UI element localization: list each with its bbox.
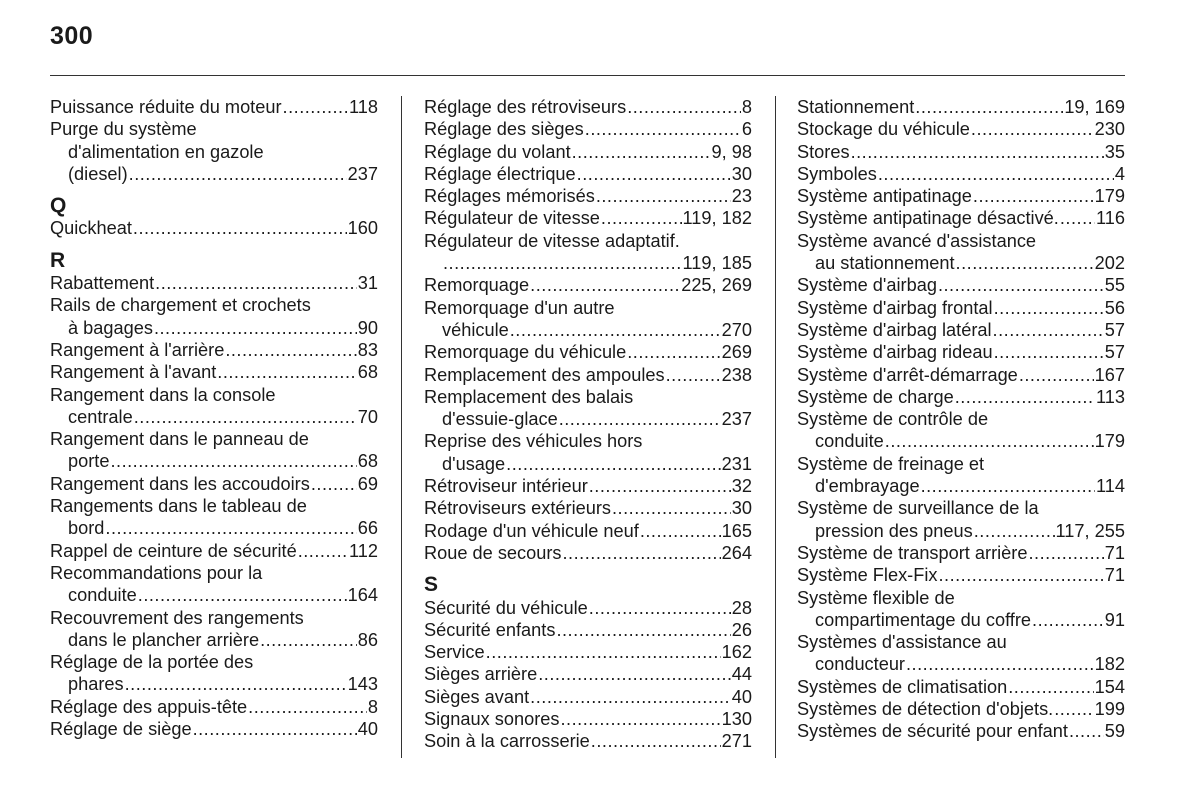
index-entry	[797, 475, 1125, 497]
page-ref: 71	[1104, 565, 1125, 586]
page-ref: 230	[1094, 119, 1125, 140]
index-entry	[797, 341, 1125, 363]
section-letter: R	[50, 248, 66, 272]
entry-text: bord	[68, 518, 105, 539]
entry-text: Système d'airbag rideau	[797, 342, 993, 363]
index-column-3	[797, 96, 1125, 743]
entry-text: Puissance réduite du moteur	[50, 97, 282, 117]
index-entry	[424, 430, 752, 452]
page-ref: 130	[721, 709, 752, 730]
page-ref: 4	[1114, 163, 1125, 184]
entry-text: Remorquage du véhicule	[424, 342, 627, 363]
entry-text: phares	[68, 674, 124, 695]
index-entry	[50, 607, 378, 629]
page-ref: 6	[741, 119, 752, 140]
entry-text: Système flexible de	[797, 587, 955, 608]
index-entry	[50, 118, 378, 140]
index-entry	[797, 96, 1125, 118]
entry-text: Système de transport arrière	[797, 542, 1028, 563]
index-entry	[424, 453, 752, 475]
entry-text: Rangement dans la console	[50, 384, 276, 405]
entry-text: Rétroviseurs extérieurs	[424, 498, 611, 519]
index-entry	[797, 118, 1125, 140]
page-ref: 143	[347, 674, 378, 695]
index-entry	[424, 386, 752, 408]
entry-text: Réglage de la portée des	[50, 652, 254, 673]
page-ref: 167	[1094, 364, 1125, 385]
page-ref: 70	[357, 406, 378, 427]
entry-text: Service	[424, 642, 485, 663]
entry-text: Signaux sonores	[424, 709, 560, 730]
page-ref: 30	[731, 163, 752, 184]
page-ref: 202	[1094, 253, 1125, 274]
entry-text: Système de surveillance de la	[797, 498, 1039, 519]
page-ref: 83	[357, 339, 378, 360]
index-entry	[797, 319, 1125, 341]
page-ref: 119, 182	[682, 208, 752, 229]
entry-text: au stationnement	[815, 253, 955, 274]
entry-text: Remplacement des balais	[424, 386, 634, 407]
page-ref: 69	[357, 473, 378, 494]
index-entry	[424, 252, 752, 274]
page-ref: 71	[1104, 542, 1125, 563]
index-entry	[424, 663, 752, 685]
entry-text: Rappel de ceinture de sécurité	[50, 540, 297, 561]
page-ref: 182	[1094, 654, 1125, 675]
entry-text: Système antipatinage désactivé.	[797, 208, 1059, 229]
index-entry	[424, 96, 752, 118]
page-ref: 269	[721, 342, 752, 363]
page-ref: 68	[357, 362, 378, 383]
index-entry	[797, 230, 1125, 252]
page-ref: 199	[1094, 699, 1125, 720]
index-entry	[50, 317, 378, 339]
index-entry	[797, 386, 1125, 408]
index-entry	[50, 272, 378, 294]
entry-text: (diesel)	[68, 163, 128, 184]
entry-text: Reprise des véhicules hors	[424, 431, 643, 452]
page-ref: 164	[347, 585, 378, 606]
index-entry	[424, 730, 752, 752]
index-entry	[50, 339, 378, 361]
page-ref: 225, 269	[681, 275, 752, 296]
entry-text: Système Flex-Fix	[797, 565, 938, 586]
entry-text: Réglage électrique	[424, 163, 576, 184]
index-entry	[797, 564, 1125, 586]
page-ref: 238	[721, 364, 752, 385]
index-entry	[424, 341, 752, 363]
entry-text: d'embrayage	[815, 476, 920, 497]
page-ref: 91	[1104, 609, 1125, 630]
entry-text: centrale	[68, 406, 133, 427]
entry-text: Rails de chargement et crochets	[50, 295, 311, 316]
page-ref: 59	[1104, 721, 1125, 742]
index-entry	[424, 274, 752, 296]
entry-text: Remorquage d'un autre	[424, 297, 615, 318]
index-entry	[797, 297, 1125, 319]
index-entry	[797, 520, 1125, 542]
index-entry	[797, 453, 1125, 475]
index-entry	[797, 364, 1125, 386]
entry-text: Système de contrôle de	[797, 409, 989, 430]
entry-text: Sièges avant	[424, 686, 530, 707]
index-entry	[424, 118, 752, 140]
index-entry	[424, 364, 752, 386]
index-entry	[424, 163, 752, 185]
entry-text: Rangement dans le panneau de	[50, 429, 309, 450]
page-ref: 86	[357, 629, 378, 650]
page-ref: 9, 98	[711, 141, 752, 162]
page-ref: 237	[347, 163, 378, 184]
page-ref: 118	[349, 97, 378, 117]
index-entry	[50, 141, 378, 163]
entry-text: Système de charge	[797, 386, 954, 407]
page-ref: 264	[721, 542, 752, 563]
page-ref: 40	[357, 719, 378, 740]
page-ref: 57	[1104, 342, 1125, 363]
page-ref: 28	[731, 597, 752, 618]
column-divider	[401, 96, 402, 758]
index-entry	[797, 163, 1125, 185]
page-ref: 231	[721, 453, 752, 474]
entry-text: Stockage du véhicule	[797, 119, 970, 140]
page-ref: 113	[1096, 386, 1125, 407]
index-entry	[797, 587, 1125, 609]
page-ref: 31	[357, 273, 378, 294]
index-entry	[50, 406, 378, 428]
index-entry	[50, 718, 378, 740]
index-entry	[424, 475, 752, 497]
page-ref: 237	[721, 409, 752, 430]
entry-text: Réglage des sièges	[424, 119, 584, 140]
page-ref: 112	[349, 540, 378, 561]
entry-text: Systèmes de sécurité pour enfant	[797, 721, 1068, 742]
entry-text: Stores	[797, 141, 850, 162]
index-entry	[50, 696, 378, 718]
index-entry	[50, 384, 378, 406]
index-entry	[424, 319, 752, 341]
index-entry	[797, 542, 1125, 564]
entry-text: Rangements dans le tableau de	[50, 496, 307, 517]
entry-text: Purge du système	[50, 119, 197, 140]
index-entry	[50, 428, 378, 450]
page-ref: 44	[731, 664, 752, 685]
page-ref: 56	[1104, 297, 1125, 318]
index-entry	[50, 96, 378, 118]
section-letter: Q	[50, 194, 67, 218]
header-rule	[50, 75, 1125, 76]
entry-text: à bagages	[68, 317, 153, 338]
index-entry	[797, 252, 1125, 274]
index-entry	[797, 609, 1125, 631]
entry-text: Système avancé d'assistance	[797, 230, 1037, 251]
index-entry	[797, 698, 1125, 720]
index-entry	[797, 631, 1125, 653]
entry-text: Roue de secours	[424, 542, 562, 563]
entry-text: conduite	[815, 431, 884, 452]
index-entry	[50, 163, 378, 185]
entry-text: Stationnement	[797, 97, 915, 117]
index-entry	[424, 520, 752, 542]
page-ref: 8	[741, 97, 752, 117]
entry-text: Réglage des rétroviseurs	[424, 97, 627, 117]
index-entry	[424, 230, 752, 252]
index-entry	[424, 542, 752, 564]
index-entry	[797, 141, 1125, 163]
index-entry	[797, 720, 1125, 742]
entry-text: Recommandations pour la	[50, 562, 263, 583]
entry-text: Recouvrement des rangements	[50, 607, 304, 628]
entry-text: Rabattement	[50, 273, 155, 294]
index-entry	[797, 207, 1125, 229]
page-ref: 165	[721, 520, 752, 541]
index-entry	[424, 497, 752, 519]
page-ref: 57	[1104, 319, 1125, 340]
entry-text: véhicule	[442, 319, 509, 340]
index-entry	[50, 673, 378, 695]
entry-text: Système antipatinage	[797, 186, 972, 207]
entry-text: Rodage d'un véhicule neuf	[424, 520, 639, 541]
entry-text: Régulateur de vitesse adaptatif.	[424, 230, 680, 251]
page-ref: 40	[731, 686, 752, 707]
page-ref: 179	[1094, 431, 1125, 452]
index-entry	[50, 294, 378, 316]
entry-text: Symboles	[797, 163, 877, 184]
page-ref: 162	[721, 642, 752, 663]
index-column-2	[424, 96, 752, 753]
index-entry	[50, 629, 378, 651]
page-ref: 55	[1104, 275, 1125, 296]
entry-text: Système de freinage et	[797, 453, 985, 474]
entry-text: Remplacement des ampoules	[424, 364, 665, 385]
index-column-1	[50, 96, 378, 740]
entry-text: Rétroviseur intérieur	[424, 476, 588, 497]
index-entry	[797, 274, 1125, 296]
index-entry	[424, 708, 752, 730]
index-entry	[424, 686, 752, 708]
index-entry	[424, 597, 752, 619]
entry-text: Réglages mémorisés	[424, 186, 595, 207]
entry-text: Systèmes de détection d'objets.	[797, 699, 1054, 720]
page-ref: 116	[1096, 208, 1125, 229]
index-entry	[50, 495, 378, 517]
column-divider	[775, 96, 776, 758]
page-ref: 8	[367, 696, 378, 717]
entry-text: Système d'airbag frontal	[797, 297, 993, 318]
entry-text: Quickheat	[50, 218, 132, 239]
page-ref: 35	[1104, 141, 1125, 162]
index-entry	[424, 641, 752, 663]
entry-text: Rangement dans les accoudoirs	[50, 473, 310, 494]
entry-text: compartimentage du coffre	[815, 609, 1032, 630]
page-ref: 23	[731, 186, 752, 207]
section-letter: S	[424, 573, 439, 597]
entry-text: conduite	[68, 585, 137, 606]
page-ref: 117, 255	[1055, 520, 1125, 541]
index-entry	[424, 185, 752, 207]
index-entry	[424, 408, 752, 430]
index-entry	[424, 297, 752, 319]
index-entry	[50, 473, 378, 495]
page-ref: 66	[357, 518, 378, 539]
page-ref: 68	[357, 451, 378, 472]
page-ref: 19, 169	[1064, 97, 1125, 117]
entry-text: Sécurité enfants	[424, 619, 556, 640]
entry-text: dans le plancher arrière	[68, 629, 260, 650]
index-entry	[797, 676, 1125, 698]
page-ref: 114	[1096, 476, 1125, 497]
index-entry	[50, 450, 378, 472]
entry-text: Sièges arrière	[424, 664, 538, 685]
entry-text: porte	[68, 451, 110, 472]
entry-text: Réglage du volant	[424, 141, 571, 162]
index-entry	[50, 540, 378, 562]
page-ref: 30	[731, 498, 752, 519]
entry-text: conducteur	[815, 654, 905, 675]
entry-text: Système d'airbag	[797, 275, 937, 296]
page-number: 300	[50, 22, 94, 50]
page-ref: 179	[1094, 186, 1125, 207]
entry-text: Soin à la carrosserie	[424, 731, 590, 752]
entry-text: Rangement à l'avant	[50, 362, 217, 383]
index-entry	[50, 562, 378, 584]
index-entry	[50, 651, 378, 673]
entry-text: Rangement à l'arrière	[50, 339, 225, 360]
index-entry	[50, 517, 378, 539]
page-ref: 119, 185	[682, 253, 752, 274]
entry-text: Sécurité du véhicule	[424, 597, 588, 618]
page-ref: 32	[731, 476, 752, 497]
index-entry	[797, 185, 1125, 207]
entry-text: Régulateur de vitesse	[424, 208, 600, 229]
index-entry	[424, 141, 752, 163]
index-entry	[797, 653, 1125, 675]
index-entry	[50, 361, 378, 383]
index-entry	[797, 497, 1125, 519]
entry-text: d'essuie-glace	[442, 409, 558, 430]
entry-text: d'alimentation en gazole	[68, 141, 264, 162]
entry-text: Réglage de siège	[50, 719, 192, 740]
index-entry	[797, 408, 1125, 430]
entry-text: Systèmes de climatisation	[797, 676, 1008, 697]
index-entry	[424, 207, 752, 229]
page-ref: 90	[357, 317, 378, 338]
page-ref: 271	[721, 731, 752, 752]
entry-text: Remorquage	[424, 275, 530, 296]
index-entry	[424, 619, 752, 641]
page-ref: 26	[731, 619, 752, 640]
index-entry	[797, 430, 1125, 452]
entry-text: Systèmes d'assistance au	[797, 632, 1007, 653]
page-ref: 270	[721, 319, 752, 340]
entry-text: Réglage des appuis-tête	[50, 696, 248, 717]
entry-text: Système d'airbag latéral	[797, 319, 992, 340]
entry-text: d'usage	[442, 453, 506, 474]
entry-text: pression des pneus	[815, 520, 973, 541]
index-entry	[50, 584, 378, 606]
entry-text: Système d'arrêt-démarrage	[797, 364, 1018, 385]
index-entry	[50, 217, 378, 239]
page-ref: 160	[347, 218, 378, 239]
page-ref: 154	[1094, 676, 1125, 697]
